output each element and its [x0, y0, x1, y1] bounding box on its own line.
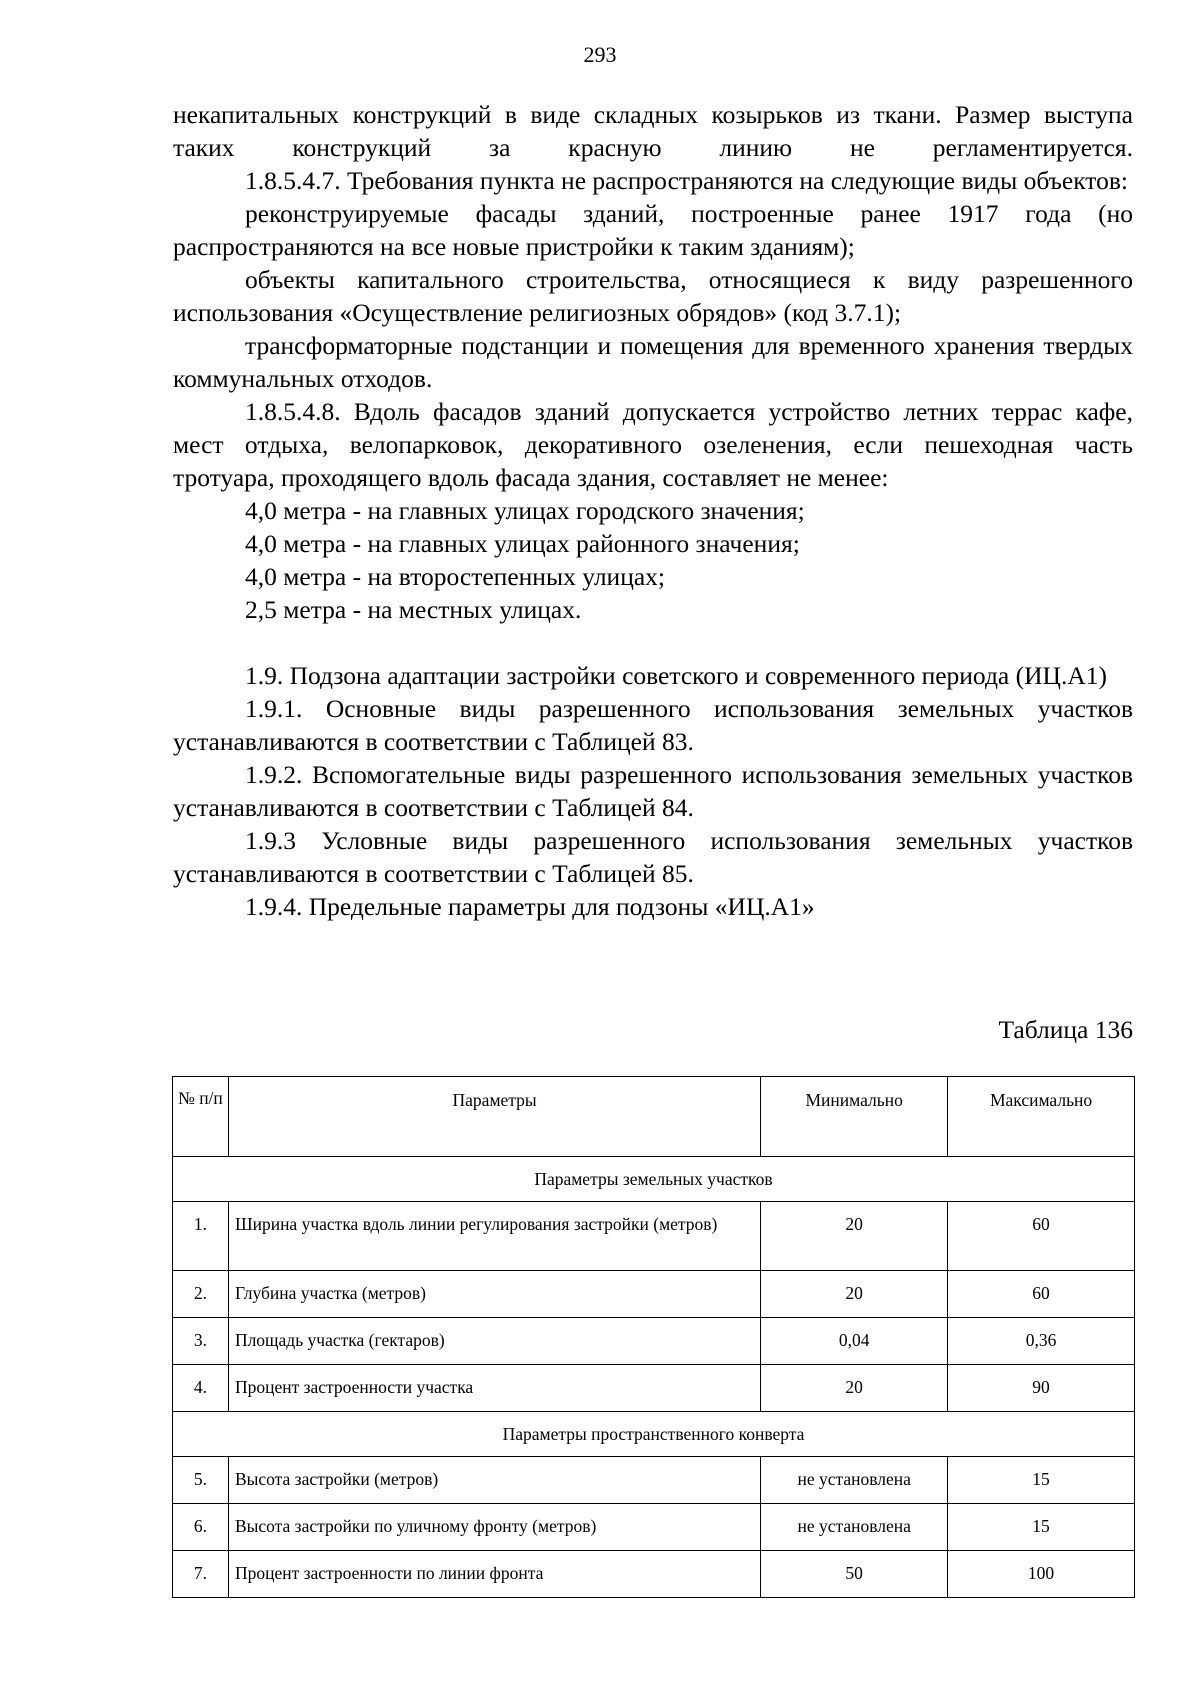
- table-header-row: [173, 1077, 1135, 1157]
- row-maximum: 90: [948, 1365, 1135, 1412]
- row-number: 6.: [173, 1504, 229, 1551]
- row-minimum: 20: [761, 1365, 948, 1412]
- table-row: [173, 1504, 1135, 1551]
- row-parameter: Глубина участка (метров): [228, 1271, 760, 1318]
- header-number: № п/п: [173, 1077, 229, 1157]
- row-number: 5.: [173, 1457, 229, 1504]
- row-maximum: 100: [948, 1551, 1135, 1598]
- table-row: [173, 1318, 1135, 1365]
- table-row: [173, 1551, 1135, 1598]
- row-number: 3.: [173, 1318, 229, 1365]
- row-minimum: 50: [761, 1551, 948, 1598]
- table-section-row: [173, 1412, 1135, 1457]
- row-parameter: Высота застройки (метров): [228, 1457, 760, 1504]
- row-parameter: Процент застроенности участка: [228, 1365, 760, 1412]
- row-parameter: Ширина участка вдоль линии регулирования застройки (метров): [228, 1202, 760, 1271]
- paragraph: 1.9.3 Условные виды разрешенного использования земельных участков устанавливаются в соответствии с Таблицей 85.: [173, 826, 1133, 888]
- section-heading: 1.9. Подзона адаптации застройки советского и современного периода (ИЦ.А1): [245, 661, 1107, 690]
- list-item: 4,0 метра - на второстепенных улицах;: [245, 562, 666, 591]
- section-land-plots: Параметры земельных участков: [173, 1157, 1135, 1202]
- parameters-table: [172, 1076, 1135, 1598]
- list-item: 2,5 метра - на местных улицах.: [245, 595, 582, 624]
- table-caption: Таблица 136: [998, 1015, 1133, 1044]
- header-maximum: Максимально: [948, 1077, 1135, 1157]
- row-minimum: не установлена: [761, 1457, 948, 1504]
- header-parameters: Параметры: [228, 1077, 760, 1157]
- row-maximum: 0,36: [948, 1318, 1135, 1365]
- body-text: [173, 98, 1133, 923]
- page-number: 293: [583, 42, 617, 67]
- list-item: трансформаторные подстанции и помещения для временного хранения твердых коммунальных отходов.: [173, 331, 1133, 393]
- row-parameter: Площадь участка (гектаров): [228, 1318, 760, 1365]
- list-item: 4,0 метра - на главных улицах городского значения;: [245, 496, 805, 525]
- row-number: 1.: [173, 1202, 229, 1271]
- table-row: [173, 1271, 1135, 1318]
- row-minimum: 20: [761, 1202, 948, 1271]
- list-item: объекты капитального строительства, относящиеся к виду разрешенного использования «Осуществление религиозных обрядов» (код 3.7.1);: [173, 265, 1133, 327]
- row-number: 7.: [173, 1551, 229, 1598]
- paragraph: 1.9.4. Предельные параметры для подзоны «ИЦ.А1»: [245, 892, 815, 921]
- row-number: 2.: [173, 1271, 229, 1318]
- list-item: реконструируемые фасады зданий, построенные ранее 1917 года (но распространяются на все новые пристройки к таким зданиям);: [173, 199, 1133, 261]
- row-parameter: Процент застроенности по линии фронта: [228, 1551, 760, 1598]
- list-item: 4,0 метра - на главных улицах районного значения;: [245, 529, 800, 558]
- row-maximum: 15: [948, 1457, 1135, 1504]
- table-row: [173, 1457, 1135, 1504]
- paragraph: 1.9.2. Вспомогательные виды разрешенного использования земельных участков устанавливаются в соответствии с Таблицей 84.: [173, 760, 1133, 822]
- row-maximum: 60: [948, 1271, 1135, 1318]
- table-row: [173, 1365, 1135, 1412]
- table-section-row: [173, 1157, 1135, 1202]
- paragraph: 1.9.1. Основные виды разрешенного использования земельных участков устанавливаются в соответствии с Таблицей 83.: [173, 694, 1133, 756]
- row-maximum: 15: [948, 1504, 1135, 1551]
- table-row: [173, 1202, 1135, 1271]
- row-minimum: 0,04: [761, 1318, 948, 1365]
- paragraph: некапитальных конструкций в виде складных козырьков из ткани. Размер выступа таких конструкций за красную линию не регламентируется.: [173, 100, 1133, 162]
- paragraph-spacer: [173, 626, 1133, 659]
- section-spatial-envelope: Параметры пространственного конверта: [173, 1412, 1135, 1457]
- paragraph: 1.8.5.4.8. Вдоль фасадов зданий допускается устройство летних террас кафе, мест отдыха, велопарковок, декоративного озеленения, если пешеходная часть тротуара, проходящего вдоль фасада здания, составляет не менее:: [173, 397, 1133, 492]
- row-minimum: 20: [761, 1271, 948, 1318]
- row-maximum: 60: [948, 1202, 1135, 1271]
- paragraph: 1.8.5.4.7. Требования пункта не распространяются на следующие виды объектов:: [245, 166, 1128, 195]
- header-minimum: Минимально: [761, 1077, 948, 1157]
- row-minimum: не установлена: [761, 1504, 948, 1551]
- row-number: 4.: [173, 1365, 229, 1412]
- row-parameter: Высота застройки по уличному фронту (метров): [228, 1504, 760, 1551]
